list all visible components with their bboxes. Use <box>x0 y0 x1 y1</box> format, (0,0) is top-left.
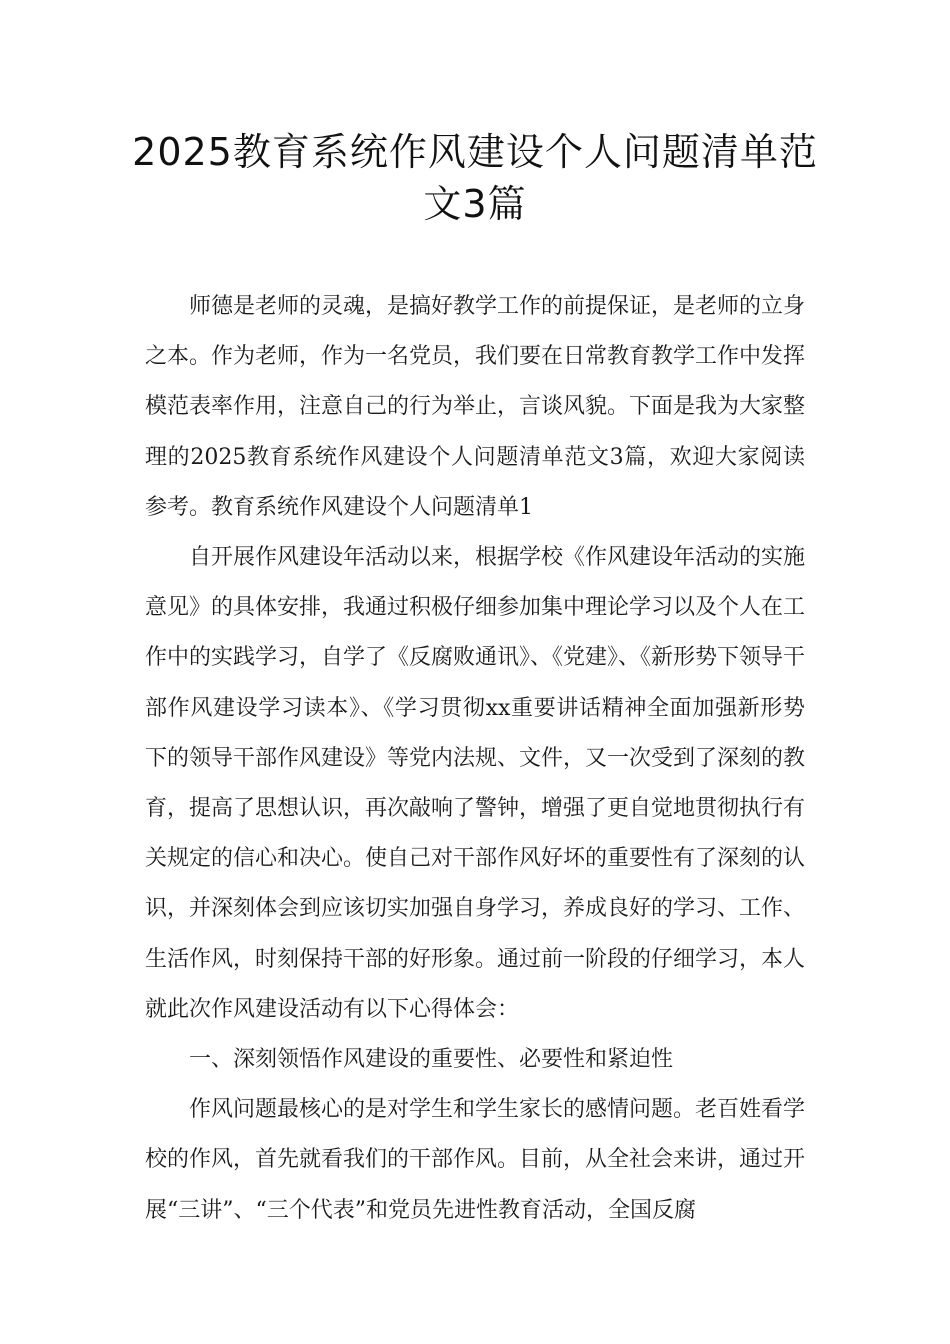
paragraph-activity: 自开展作风建设年活动以来，根据学校《作风建设年活动的实施意见》的具体安排，我通过积极仔细参加集中理论学习以及个人在工作中的实践学习，自学了《反腐败通讯》、《党建》、《新形势下领导干部作风建设学习读本》、《学习贯彻xx重要讲话精神全面加强新形势下的领导干部作风建设》等党内法规、文件，又一次受到了深刻的教育，提高了思想认识，再次敲响了警钟，增强了更自觉地贯彻执行有关规定的信心和决心。使自己对干部作风好坏的重要性有了深刻的认识，并深刻体会到应该切实加强自身学习，养成良好的学习、工作、生活作风，时刻保持干部的好形象。通过前一阶段的仔细学习，本人就此次作风建设活动有以下心得体会： <box>145 545 806 1022</box>
section-heading: 一、深刻领悟作风建设的重要性、必要性和紧迫性 <box>189 1047 674 1073</box>
document-body <box>145 282 805 1236</box>
paragraph-core-issue: 作风问题最核心的是对学生和学生家长的感情问题。老百姓看学校的作风，首先就看我们的干部作风。目前，从全社会来讲，通过开展“三讲”、“三个代表”和党员先进性教育活动，全国反腐 <box>145 1097 806 1223</box>
document-title: 2025教育系统作风建设个人问题清单范文3篇 <box>132 130 818 226</box>
paragraph-intro: 师德是老师的灵魂，是搞好教学工作的前提保证，是老师的立身之本。作为老师，作为一名党员，我们要在日常教育教学工作中发挥模范表率作用，注意自己的行为举止，言谈风貌。下面是我为大家整理的2025教育系统作风建设个人问题清单范文3篇，欢迎大家阅读参考。教育系统作风建设个人问题清单1 <box>145 294 806 520</box>
